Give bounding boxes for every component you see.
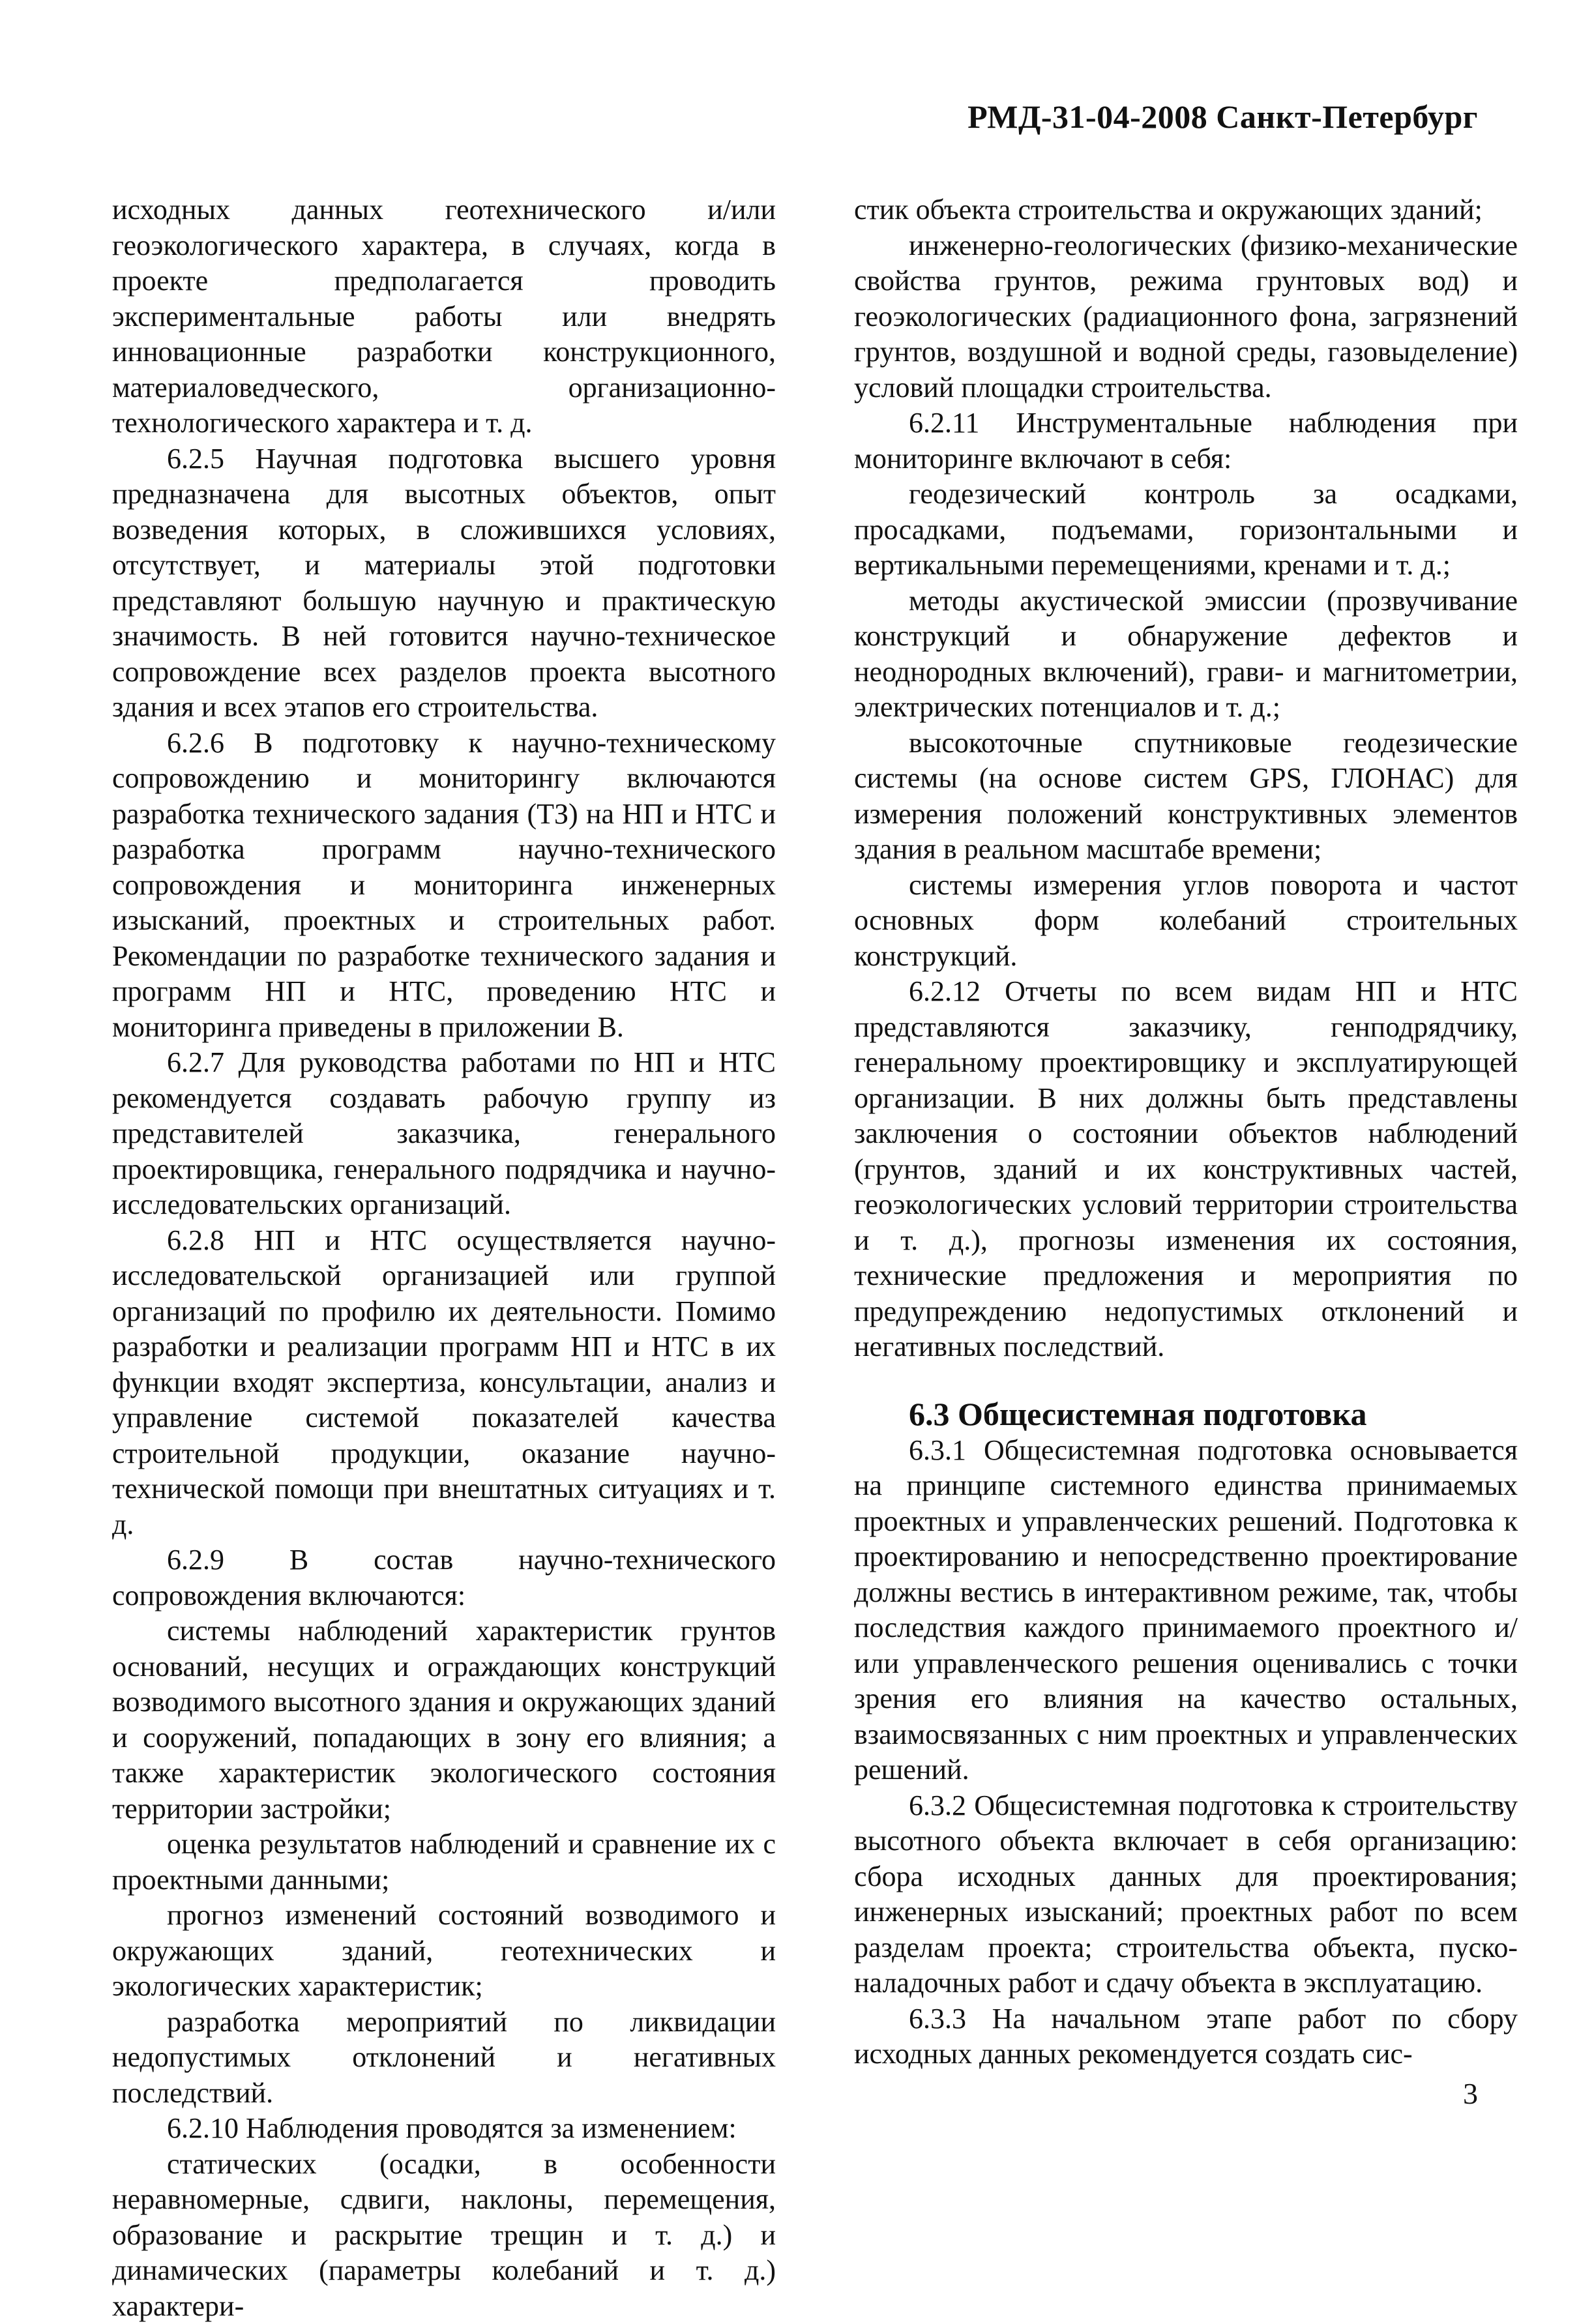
page-number: 3 <box>1463 2076 1478 2111</box>
paragraph-6-2-5: 6.2.5 Научная подготовка высшего уровня предназначена для высотных объектов, опыт возведения которых, в сложившихся условиях, отсутствует, и материалы этой подготовки представляют большую научную и практическую значимость. В ней готовится научно-техническое сопровождение всех разделов проекта высотного здания и всех этапов его строительства. <box>112 441 776 726</box>
document-header: РМД-31-04-2008 Санкт-Петербург <box>967 98 1478 136</box>
list-item: системы наблюдений характеристик грунтов оснований, несущих и ограждающих конструкций возводимого высотного здания и окружающих зданий и сооружений, попадающих в зону его влияния; а также характеристик экологического состояния территории застройки; <box>112 1613 776 1827</box>
paragraph-6-3-1: 6.3.1 Общесистемная подготовка основывается на принципе системного единства принимаемых проектных и управленческих решений. Подготовка к проектированию и непосредственно проектирование должны вестись в интерактивном режиме, так, чтобы последствия каждого принимаемого проектного и/или управленческого решения оценивались с точки зрения его влияния на качество остальных, взаимосвязанных с ним проектных и управленческих решений. <box>854 1433 1518 1788</box>
list-item: геодезический контроль за осадками, просадками, подъемами, горизонтальными и вертикальными перемещениями, кренами и т. д.; <box>854 477 1518 583</box>
paragraph-6-2-10: 6.2.10 Наблюдения проводятся за изменением: <box>112 2111 776 2147</box>
paragraph-6-2-12: 6.2.12 Отчеты по всем видам НП и НТС представляются заказчику, генподрядчику, генеральному проектировщику и эксплуатирующей организации. В них должны быть представлены заключения о состоянии объектов наблюдений (грунтов, зданий и их конструктивных частей, геоэкологических условий территории строительства и т. д.), прогнозы изменения их состояния, технические предложения и мероприятия по предупреждению недопустимых отклонений и негативных последствий. <box>854 974 1518 1365</box>
paragraph-6-2-11: 6.2.11 Инструментальные наблюдения при мониторинге включают в себя: <box>854 405 1518 477</box>
list-item: оценка результатов наблюдений и сравнение их с проектными данными; <box>112 1827 776 1898</box>
list-item: высокоточные спутниковые геодезические системы (на основе систем GPS, ГЛОНАС) для измерения положений конструктивных элементов здания в реальном масштабе времени; <box>854 726 1518 868</box>
paragraph-6-2-6: 6.2.6 В подготовку к научно-техническому сопровождению и мониторингу включаются разработка технического задания (ТЗ) на НП и НТС и разработка программ научно-технического сопровождения и мониторинга инженерных изысканий, проектных и строительных работ. Рекомендации по разработке технического задания и программ НП и НТС, проведению НТС и мониторинга приведены в приложении В. <box>112 726 776 1046</box>
paragraph-6-3-3: 6.3.3 На начальном этапе работ по сбору исходных данных рекомендуется создать сис- <box>854 2001 1518 2072</box>
list-item: прогноз изменений состояний возводимого и окружающих зданий, геотехнических и экологических характеристик; <box>112 1898 776 2005</box>
left-column <box>112 192 776 2324</box>
paragraph-6-2-8: 6.2.8 НП и НТС осуществляется научно-исследовательской организацией или группой организаций по профилю их деятельности. Помимо разработки и реализации программ НП и НТС в их функции входят экспертиза, консультации, анализ и управление системой показателей качества строительной продукции, оказание научно-технической помощи при внештатных ситуациях и т. д. <box>112 1223 776 1543</box>
list-item: инженерно-геологических (физико-механические свойства грунтов, режима грунтовых вод) и геоэкологических (радиационного фона, загрязнений грунтов, воздушной и водной среды, газовыделение) условий площадки строительства. <box>854 228 1518 406</box>
list-item: статических (осадки, в особенности неравномерные, сдвиги, наклоны, перемещения, образование и раскрытие трещин и т. д.) и динамических (параметры колебаний и т. д.) характери- <box>112 2147 776 2324</box>
paragraph: исходных данных геотехнического и/или геоэкологического характера, в случаях, когда в проекте предполагается проводить экспериментальные работы или внедрять инновационные разработки конструкционного, материаловедческого, организационно-технологического характера и т. д. <box>112 192 776 441</box>
paragraph-6-2-9: 6.2.9 В состав научно-технического сопровождения включаются: <box>112 1542 776 1613</box>
list-item: системы измерения углов поворота и частот основных форм колебаний строительных конструкций. <box>854 868 1518 975</box>
list-item: разработка мероприятий по ликвидации недопустимых отклонений и негативных последствий. <box>112 2005 776 2111</box>
paragraph-6-3-2: 6.3.2 Общесистемная подготовка к строительству высотного объекта включает в себя организацию: сбора исходных данных для проектирования; инженерных изысканий; проектных работ по всем разделам проекта; строительства объекта, пуско-наладочных работ и сдачу объекта в эксплуатацию. <box>854 1788 1518 2001</box>
paragraph-6-2-7: 6.2.7 Для руководства работами по НП и НТС рекомендуется создавать рабочую группу из представителей заказчика, генерального проектировщика, генерального подрядчика и научно-исследовательских организаций. <box>112 1045 776 1223</box>
paragraph: стик объекта строительства и окружающих зданий; <box>854 192 1518 228</box>
section-heading: 6.3 Общесистемная подготовка <box>854 1395 1518 1433</box>
right-column <box>854 192 1518 2072</box>
list-item: методы акустической эмиссии (прозвучивание конструкций и обнаружение дефектов и неоднородных включений), грави- и магнитометрии, электрических потенциалов и т. д.; <box>854 583 1518 726</box>
